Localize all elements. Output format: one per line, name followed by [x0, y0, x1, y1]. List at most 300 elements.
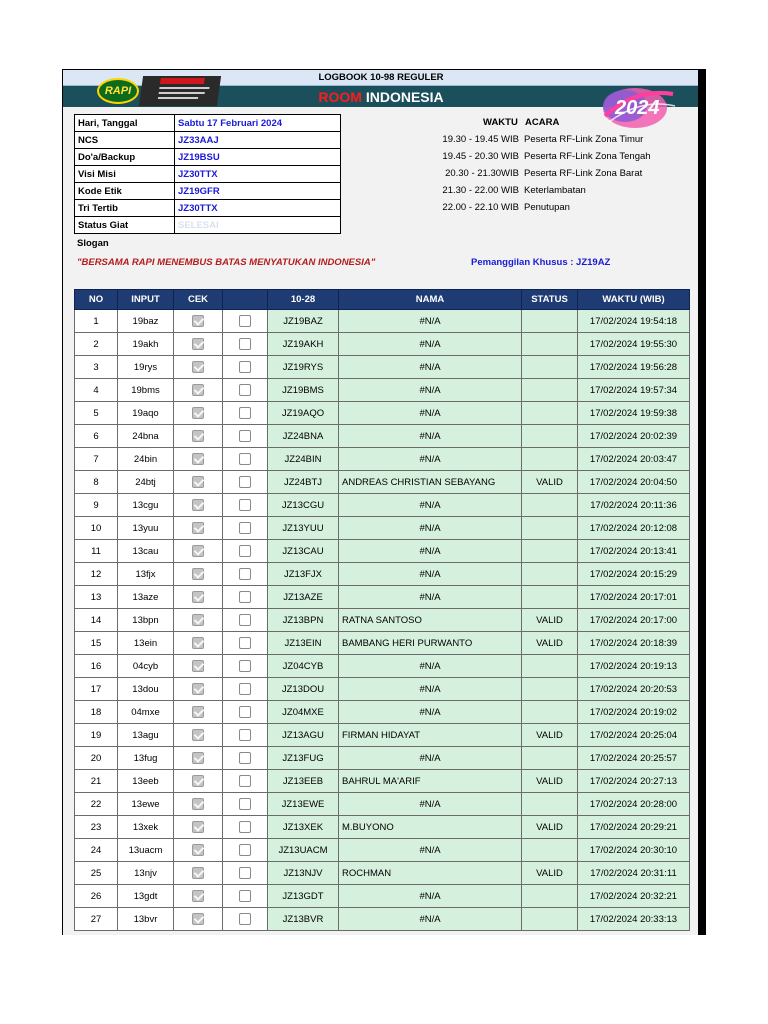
row-nama: M.BUYONO [339, 816, 522, 839]
row-input[interactable]: 13cgu [118, 494, 174, 517]
table-row [75, 632, 690, 655]
row-waktu: 17/02/2024 19:57:34 [578, 379, 690, 402]
schedule-activity: Keterlambatan [524, 185, 586, 196]
empty-checkbox[interactable] [239, 844, 251, 856]
schedule-activity: Peserta RF-Link Zona Tengah [524, 151, 651, 162]
row-callsign: JZ13YUU [268, 517, 339, 540]
info-value[interactable]: JZ30TTX [175, 200, 341, 217]
checked-checkbox[interactable] [192, 361, 204, 373]
empty-checkbox[interactable] [239, 476, 251, 488]
checked-checkbox[interactable] [192, 568, 204, 580]
row-cek [174, 448, 223, 471]
schedule-time: 19.30 - 19.45 WIB [442, 134, 519, 145]
row-no: 19 [75, 724, 118, 747]
row-waktu: 17/02/2024 20:20:53 [578, 678, 690, 701]
row-input[interactable]: 19aqo [118, 402, 174, 425]
row-nama: #N/A [339, 402, 522, 425]
row-check2 [223, 425, 268, 448]
row-callsign: JZ13EWE [268, 793, 339, 816]
row-input[interactable]: 04mxe [118, 701, 174, 724]
checked-checkbox[interactable] [192, 315, 204, 327]
row-status [522, 885, 578, 908]
row-waktu: 17/02/2024 19:56:28 [578, 356, 690, 379]
logbook-sheet [62, 69, 706, 935]
checked-checkbox[interactable] [192, 591, 204, 603]
row-check2 [223, 356, 268, 379]
schedule-time: 21.30 - 22.00 WIB [442, 185, 519, 196]
row-input[interactable]: 13eeb [118, 770, 174, 793]
schedule-time-header: WAKTU [483, 117, 518, 128]
row-waktu: 17/02/2024 20:17:01 [578, 586, 690, 609]
row-waktu: 17/02/2024 20:13:41 [578, 540, 690, 563]
row-check2 [223, 563, 268, 586]
row-callsign: JZ13BVR [268, 908, 339, 931]
empty-checkbox[interactable] [239, 706, 251, 718]
row-input[interactable]: 13uacm [118, 839, 174, 862]
row-waktu: 17/02/2024 19:55:30 [578, 333, 690, 356]
col-check2 [223, 290, 268, 310]
right-border-bar [698, 69, 706, 935]
row-status: VALID [522, 770, 578, 793]
empty-checkbox[interactable] [239, 430, 251, 442]
schedule-activity: Penutupan [524, 202, 570, 213]
row-check2 [223, 747, 268, 770]
row-status [522, 517, 578, 540]
row-no: 9 [75, 494, 118, 517]
empty-checkbox[interactable] [239, 683, 251, 695]
row-nama: #N/A [339, 655, 522, 678]
row-cek [174, 471, 223, 494]
info-label: Tri Tertib [75, 200, 175, 217]
row-no: 3 [75, 356, 118, 379]
row-no: 16 [75, 655, 118, 678]
table-row [75, 333, 690, 356]
row-check2 [223, 655, 268, 678]
row-no: 10 [75, 517, 118, 540]
row-input[interactable]: 13agu [118, 724, 174, 747]
row-check2 [223, 770, 268, 793]
checked-checkbox[interactable] [192, 545, 204, 557]
rapi-logo [97, 78, 139, 104]
row-status [522, 310, 578, 333]
table-row [75, 540, 690, 563]
row-callsign: JZ04CYB [268, 655, 339, 678]
row-nama: #N/A [339, 885, 522, 908]
row-cek [174, 770, 223, 793]
info-row [75, 149, 341, 166]
row-waktu: 17/02/2024 20:11:36 [578, 494, 690, 517]
empty-checkbox[interactable] [239, 660, 251, 672]
row-check2 [223, 517, 268, 540]
empty-checkbox[interactable] [239, 338, 251, 350]
checked-checkbox[interactable] [192, 752, 204, 764]
row-check2 [223, 448, 268, 471]
checked-checkbox[interactable] [192, 660, 204, 672]
info-label: Hari, Tanggal [75, 115, 175, 132]
checked-checkbox[interactable] [192, 407, 204, 419]
empty-checkbox[interactable] [239, 637, 251, 649]
table-row [75, 862, 690, 885]
row-callsign: JZ13GDT [268, 885, 339, 908]
checked-checkbox[interactable] [192, 798, 204, 810]
row-no: 17 [75, 678, 118, 701]
row-no: 2 [75, 333, 118, 356]
row-status [522, 563, 578, 586]
row-callsign: JZ13XEK [268, 816, 339, 839]
row-cek [174, 862, 223, 885]
checked-checkbox[interactable] [192, 338, 204, 350]
row-check2 [223, 402, 268, 425]
empty-checkbox[interactable] [239, 522, 251, 534]
table-row [75, 471, 690, 494]
row-input[interactable]: 13dou [118, 678, 174, 701]
row-status [522, 655, 578, 678]
row-check2 [223, 724, 268, 747]
row-check2 [223, 885, 268, 908]
row-cek [174, 402, 223, 425]
row-check2 [223, 678, 268, 701]
row-nama: FIRMAN HIDAYAT [339, 724, 522, 747]
row-no: 14 [75, 609, 118, 632]
checked-checkbox[interactable] [192, 775, 204, 787]
row-check2 [223, 839, 268, 862]
col-1028: 10-28 [268, 290, 339, 310]
col-input: INPUT [118, 290, 174, 310]
schedule-time: 22.00 - 22.10 WIB [442, 202, 519, 213]
row-waktu: 17/02/2024 19:54:18 [578, 310, 690, 333]
row-waktu: 17/02/2024 20:18:39 [578, 632, 690, 655]
checked-checkbox[interactable] [192, 867, 204, 879]
row-waktu: 17/02/2024 20:15:29 [578, 563, 690, 586]
row-callsign: JZ19RYS [268, 356, 339, 379]
table-row [75, 678, 690, 701]
checked-checkbox[interactable] [192, 522, 204, 534]
row-nama: #N/A [339, 839, 522, 862]
checked-checkbox[interactable] [192, 913, 204, 925]
empty-checkbox[interactable] [239, 775, 251, 787]
empty-checkbox[interactable] [239, 499, 251, 511]
row-nama: #N/A [339, 540, 522, 563]
row-status [522, 678, 578, 701]
row-nama: BAHRUL MA'ARIF [339, 770, 522, 793]
table-row [75, 770, 690, 793]
empty-checkbox[interactable] [239, 913, 251, 925]
empty-checkbox[interactable] [239, 752, 251, 764]
info-value[interactable]: Sabtu 17 Februari 2024 [175, 115, 341, 132]
row-nama: #N/A [339, 379, 522, 402]
info-label: Do'a/Backup [75, 149, 175, 166]
special-call: Pemanggilan Khusus : JZ19AZ [471, 257, 611, 268]
empty-checkbox[interactable] [239, 591, 251, 603]
row-check2 [223, 816, 268, 839]
row-input[interactable]: 13gdt [118, 885, 174, 908]
slogan-label: Slogan [77, 238, 109, 249]
info-value[interactable]: JZ33AAJ [175, 132, 341, 149]
table-row [75, 839, 690, 862]
row-check2 [223, 494, 268, 517]
schedule-time: 19.45 - 20.30 WIB [442, 151, 519, 162]
row-cek [174, 724, 223, 747]
empty-checkbox[interactable] [239, 867, 251, 879]
checked-checkbox[interactable] [192, 384, 204, 396]
row-status [522, 540, 578, 563]
info-value[interactable]: SELESAI [175, 217, 341, 234]
row-no: 13 [75, 586, 118, 609]
row-no: 22 [75, 793, 118, 816]
row-callsign: JZ19AQO [268, 402, 339, 425]
banner-logo [139, 76, 221, 106]
empty-checkbox[interactable] [239, 568, 251, 580]
row-callsign: JZ24BNA [268, 425, 339, 448]
info-value[interactable]: JZ19GFR [175, 183, 341, 200]
row-input[interactable]: 19bms [118, 379, 174, 402]
row-waktu: 17/02/2024 19:59:38 [578, 402, 690, 425]
row-waktu: 17/02/2024 20:32:21 [578, 885, 690, 908]
row-check2 [223, 701, 268, 724]
row-cek [174, 379, 223, 402]
info-label: Kode Etik [75, 183, 175, 200]
col-status: STATUS [522, 290, 578, 310]
row-cek [174, 701, 223, 724]
row-cek [174, 747, 223, 770]
row-input[interactable]: 13bpn [118, 609, 174, 632]
row-input[interactable]: 13bvr [118, 908, 174, 931]
info-row [75, 200, 341, 217]
table-row [75, 609, 690, 632]
table-row [75, 494, 690, 517]
checked-checkbox[interactable] [192, 453, 204, 465]
row-input[interactable]: 13yuu [118, 517, 174, 540]
row-callsign: JZ13AZE [268, 586, 339, 609]
row-status: VALID [522, 816, 578, 839]
checked-checkbox[interactable] [192, 729, 204, 741]
row-no: 6 [75, 425, 118, 448]
col-no: NO [75, 290, 118, 310]
empty-checkbox[interactable] [239, 315, 251, 327]
row-no: 25 [75, 862, 118, 885]
row-no: 18 [75, 701, 118, 724]
row-status [522, 494, 578, 517]
row-waktu: 17/02/2024 20:31:11 [578, 862, 690, 885]
row-status [522, 379, 578, 402]
room-name: INDONESIA [365, 89, 444, 105]
row-waktu: 17/02/2024 20:30:10 [578, 839, 690, 862]
table-row [75, 655, 690, 678]
row-status [522, 793, 578, 816]
row-cek [174, 425, 223, 448]
row-status: VALID [522, 632, 578, 655]
row-status: VALID [522, 471, 578, 494]
row-status: VALID [522, 724, 578, 747]
row-nama: #N/A [339, 310, 522, 333]
row-status [522, 356, 578, 379]
table-row [75, 448, 690, 471]
empty-checkbox[interactable] [239, 729, 251, 741]
table-row [75, 885, 690, 908]
info-row [75, 183, 341, 200]
row-waktu: 17/02/2024 20:12:08 [578, 517, 690, 540]
row-input[interactable]: 19akh [118, 333, 174, 356]
checked-checkbox[interactable] [192, 476, 204, 488]
row-nama: #N/A [339, 448, 522, 471]
row-input[interactable]: 19rys [118, 356, 174, 379]
checked-checkbox[interactable] [192, 637, 204, 649]
row-cek [174, 517, 223, 540]
row-status [522, 402, 578, 425]
table-row [75, 586, 690, 609]
row-check2 [223, 379, 268, 402]
checked-checkbox[interactable] [192, 821, 204, 833]
row-cek [174, 816, 223, 839]
row-no: 24 [75, 839, 118, 862]
row-callsign: JZ13BPN [268, 609, 339, 632]
empty-checkbox[interactable] [239, 890, 251, 902]
row-check2 [223, 609, 268, 632]
info-table [74, 114, 341, 234]
row-input[interactable]: 24btj [118, 471, 174, 494]
row-status [522, 586, 578, 609]
row-waktu: 17/02/2024 20:28:00 [578, 793, 690, 816]
row-callsign: JZ13FJX [268, 563, 339, 586]
row-callsign: JZ13AGU [268, 724, 339, 747]
row-status [522, 333, 578, 356]
row-input[interactable]: 13fjx [118, 563, 174, 586]
row-cek [174, 609, 223, 632]
row-waktu: 17/02/2024 20:19:13 [578, 655, 690, 678]
row-check2 [223, 471, 268, 494]
row-check2 [223, 586, 268, 609]
row-callsign: JZ04MXE [268, 701, 339, 724]
checked-checkbox[interactable] [192, 614, 204, 626]
row-no: 4 [75, 379, 118, 402]
row-no: 20 [75, 747, 118, 770]
row-input[interactable]: 04cyb [118, 655, 174, 678]
row-nama: #N/A [339, 701, 522, 724]
row-cek [174, 333, 223, 356]
empty-checkbox[interactable] [239, 798, 251, 810]
empty-checkbox[interactable] [239, 545, 251, 557]
row-cek [174, 793, 223, 816]
checked-checkbox[interactable] [192, 430, 204, 442]
row-check2 [223, 632, 268, 655]
row-input[interactable]: 13aze [118, 586, 174, 609]
row-nama: #N/A [339, 747, 522, 770]
table-row [75, 402, 690, 425]
empty-checkbox[interactable] [239, 407, 251, 419]
row-input[interactable]: 24bin [118, 448, 174, 471]
row-no: 7 [75, 448, 118, 471]
empty-checkbox[interactable] [239, 384, 251, 396]
room-word: ROOM [318, 89, 362, 105]
info-value[interactable]: JZ19BSU [175, 149, 341, 166]
row-waktu: 17/02/2024 20:25:57 [578, 747, 690, 770]
checked-checkbox[interactable] [192, 683, 204, 695]
row-status [522, 908, 578, 931]
info-value[interactable]: JZ30TTX [175, 166, 341, 183]
row-cek [174, 908, 223, 931]
row-input[interactable]: 13fug [118, 747, 174, 770]
row-input[interactable]: 13njv [118, 862, 174, 885]
row-nama: ROCHMAN [339, 862, 522, 885]
slogan-text: "BERSAMA RAPI MENEMBUS BATAS MENYATUKAN INDONESIA" [77, 257, 376, 268]
row-cek [174, 632, 223, 655]
checked-checkbox[interactable] [192, 499, 204, 511]
row-no: 21 [75, 770, 118, 793]
row-waktu: 17/02/2024 20:04:50 [578, 471, 690, 494]
row-waktu: 17/02/2024 20:17:00 [578, 609, 690, 632]
col-cek: CEK [174, 290, 223, 310]
row-check2 [223, 862, 268, 885]
row-check2 [223, 908, 268, 931]
empty-checkbox[interactable] [239, 361, 251, 373]
schedule-activity: Peserta RF-Link Zona Timur [524, 134, 644, 145]
row-nama: #N/A [339, 678, 522, 701]
col-waktu: WAKTU (WIB) [578, 290, 690, 310]
table-row [75, 563, 690, 586]
empty-checkbox[interactable] [239, 821, 251, 833]
row-nama: ANDREAS CHRISTIAN SEBAYANG [339, 471, 522, 494]
row-callsign: JZ24BTJ [268, 471, 339, 494]
row-nama: #N/A [339, 517, 522, 540]
row-callsign: JZ13CAU [268, 540, 339, 563]
row-waktu: 17/02/2024 20:27:13 [578, 770, 690, 793]
row-callsign: JZ13DOU [268, 678, 339, 701]
row-input[interactable]: 13ewe [118, 793, 174, 816]
info-row [75, 166, 341, 183]
row-cek [174, 885, 223, 908]
row-callsign: JZ13CGU [268, 494, 339, 517]
row-no: 8 [75, 471, 118, 494]
row-input[interactable]: 13cau [118, 540, 174, 563]
checked-checkbox[interactable] [192, 844, 204, 856]
row-waktu: 17/02/2024 20:25:04 [578, 724, 690, 747]
row-waktu: 17/02/2024 20:03:47 [578, 448, 690, 471]
table-row [75, 816, 690, 839]
row-check2 [223, 793, 268, 816]
row-waktu: 17/02/2024 20:33:13 [578, 908, 690, 931]
schedule-activity-header: ACARA [525, 117, 560, 128]
row-input[interactable]: 24bna [118, 425, 174, 448]
row-status: VALID [522, 609, 578, 632]
table-row [75, 793, 690, 816]
row-cek [174, 310, 223, 333]
info-row [75, 115, 341, 132]
row-cek [174, 540, 223, 563]
table-row [75, 517, 690, 540]
row-nama: #N/A [339, 494, 522, 517]
rapi-logo-text: RAPI [104, 85, 132, 97]
row-status [522, 701, 578, 724]
row-no: 27 [75, 908, 118, 931]
info-label: NCS [75, 132, 175, 149]
row-input[interactable]: 13ein [118, 632, 174, 655]
empty-checkbox[interactable] [239, 453, 251, 465]
row-waktu: 17/02/2024 20:29:21 [578, 816, 690, 839]
row-nama: BAMBANG HERI PURWANTO [339, 632, 522, 655]
row-input[interactable]: 13xek [118, 816, 174, 839]
row-input[interactable]: 19baz [118, 310, 174, 333]
checked-checkbox[interactable] [192, 706, 204, 718]
logbook-table [74, 289, 690, 931]
checked-checkbox[interactable] [192, 890, 204, 902]
col-nama: NAMA [339, 290, 522, 310]
row-callsign: JZ13EIN [268, 632, 339, 655]
row-nama: #N/A [339, 586, 522, 609]
row-nama: #N/A [339, 356, 522, 379]
empty-checkbox[interactable] [239, 614, 251, 626]
row-nama: RATNA SANTOSO [339, 609, 522, 632]
row-cek [174, 494, 223, 517]
